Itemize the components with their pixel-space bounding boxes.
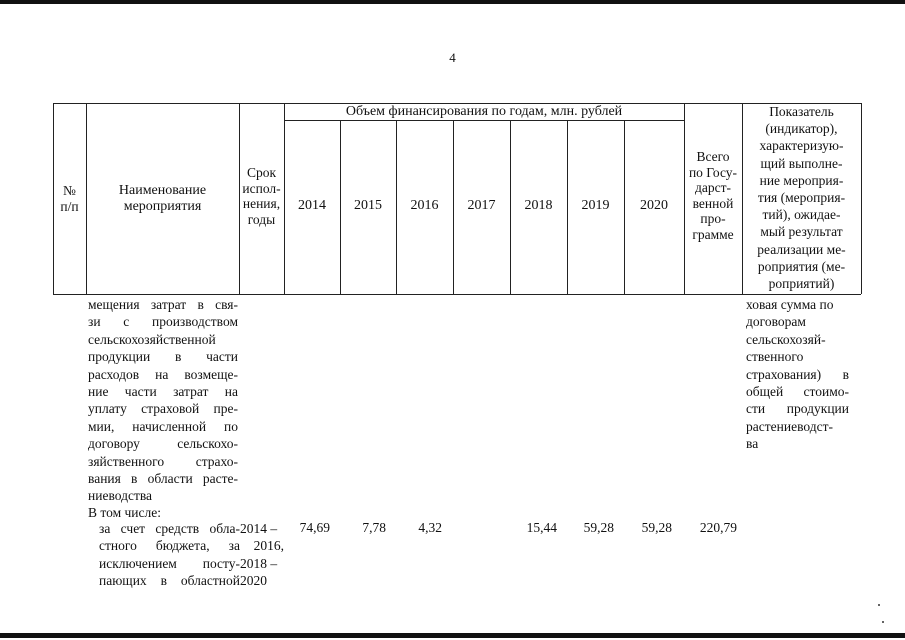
bottom-border bbox=[0, 633, 905, 638]
value-2020: 59,28 bbox=[641, 520, 672, 535]
sub-activity-name: за счет средств обла- стного бюджета, за исключением посту- пающих в областной bbox=[99, 521, 240, 589]
activity-name-text: мещения затрат в свя- зи с производством сельскохозяйственной продукции в части расходов на возмеще- ние части затрат на уплату страховой пре- мии, начисленной по договору сельскохо- зяйственного страхо- вания в области расте- ниеводства bbox=[88, 297, 238, 504]
top-border bbox=[0, 0, 905, 4]
value-2019: 59,28 bbox=[583, 520, 614, 535]
value-total: 220,79 bbox=[699, 520, 737, 535]
value-2016: 4,32 bbox=[418, 520, 442, 535]
header-term: Срок испол- нения, годы bbox=[242, 165, 281, 227]
header-funding-title: Объем финансирования по годам, млн. рублей bbox=[345, 104, 623, 119]
header-year-2017: 2017 bbox=[467, 198, 496, 213]
header-number: № п/п bbox=[60, 183, 79, 214]
header-indicator: Показатель (индикатор), характеризую- щий выполне- ние мероприя- тия (мероприя- тий), ожидае- мый результат реализации ме- роприятия (ме- роприятий) bbox=[757, 104, 846, 292]
header-year-2019: 2019 bbox=[581, 198, 610, 213]
page-number: 4 bbox=[449, 50, 456, 65]
header-name: Наименование мероприятия bbox=[118, 183, 207, 214]
value-2015: 7,78 bbox=[362, 520, 386, 535]
header-year-2014: 2014 bbox=[298, 198, 326, 213]
sub-term: 2014 – 2016, 2018 – 2020 bbox=[240, 521, 284, 589]
value-2014: 74,69 bbox=[299, 520, 330, 535]
header-year-2016: 2016 bbox=[410, 198, 439, 213]
header-year-2015: 2015 bbox=[354, 198, 382, 213]
indicator-text: ховая сумма по договорам сельскохозяй- ственного страхования) в общей стоимо- сти продукции растениеводст- ва bbox=[746, 297, 849, 452]
scan-speck bbox=[878, 604, 880, 606]
value-2018: 15,44 bbox=[526, 520, 557, 535]
header-year-2020: 2020 bbox=[640, 198, 668, 213]
header-year-2018: 2018 bbox=[524, 198, 553, 213]
scan-speck bbox=[882, 621, 884, 623]
in-that-number-label: В том числе: bbox=[88, 505, 161, 520]
header-total: Всего по Госу- дарст- венной про- грамме bbox=[688, 149, 738, 242]
